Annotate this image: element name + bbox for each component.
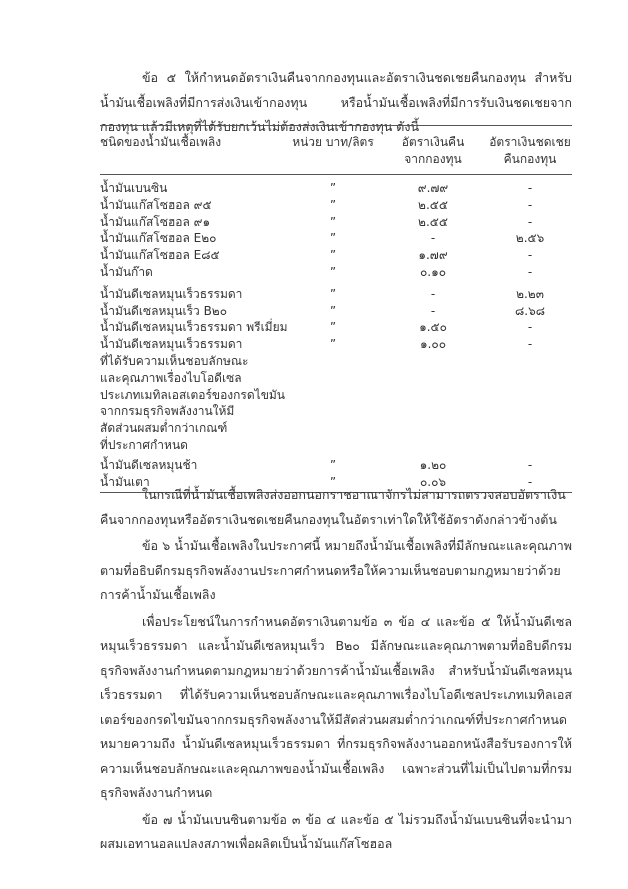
compensation-rate-cell: -: [527, 181, 533, 195]
unit-cell: ”: [329, 181, 337, 195]
export-paragraph: ในกรณีที่น้ำมันเชื้อเพลิงส่งออกนอกราชอาณาจักรไม่สามารถตรวจสอบอัตราเงินคืนจากกองทุนหรืออัตราเงินชดเชยคืนกองทุนในอัตราเท่าใดให้ใช้อัตราดังกล่าวข้างต้น: [100, 487, 566, 527]
refund-rate-cell: ๒.๕๕: [418, 214, 448, 229]
header-compensation-rate: อัตราเงินชดเชย คืนกองทุน: [488, 126, 572, 175]
table-row: [100, 230, 572, 247]
fuel-name: น้ำมันดีเซลหมุนเร็ว B๒๐: [100, 303, 228, 318]
header-refund-rate: อัตราเงินคืน จากกองทุน: [378, 126, 488, 175]
header-unit: หน่วย บาท/ลิตร: [288, 126, 378, 175]
unit-cell: ”: [329, 320, 337, 335]
compensation-rate-cell: -: [527, 197, 533, 212]
clause-5-paragraph: ข้อ ๕ ให้กำหนดอัตราเงินคืนจากกองทุนและอัตราเงินชดเชยคืนกองทุน สำหรับน้ำมันเชื้อเพลิงที่มีการส่งเงินเข้ากองทุน หรือน้ำมันเชื้อเพลิงที่มีการรับเงินชดเชยจากกองทุน แล้วมีเหตุที่ได้รับยกเว้นไม่ต้องส่งเงินเข้ากองทุน ดังนี้: [100, 70, 572, 134]
table-row: [100, 303, 572, 320]
compensation-rate-cell: -: [527, 264, 533, 279]
unit-cell: ”: [329, 303, 337, 318]
refund-rate-cell: ๐.๑๐: [419, 264, 447, 279]
table-row: [100, 319, 572, 336]
table-row: [100, 454, 572, 474]
table-row: [100, 247, 572, 264]
refund-rate-cell: ๙.๗๙: [417, 181, 449, 195]
refund-rate-cell: ๒.๕๕: [418, 197, 448, 212]
fuel-name: น้ำมันแก๊สโซฮอล E๒๐: [100, 231, 217, 246]
refund-rate-cell: ๑.๐๐: [419, 337, 447, 352]
table-row: [100, 175, 572, 197]
compensation-rate-cell: -: [527, 337, 533, 352]
refund-rate-cell: ๑.๗๙: [418, 248, 448, 263]
unit-cell: ”: [288, 474, 378, 493]
compensation-rate-cell: -: [527, 214, 533, 229]
table-header-row: [100, 126, 572, 175]
fuel-name: น้ำมันแก๊สโซฮอล ๙๕: [100, 197, 212, 212]
fuel-name: น้ำมันดีเซลหมุนเร็วธรรมดา พรีเมี่ยม: [100, 320, 288, 335]
header-fuel-type: ชนิดของน้ำมันเชื้อเพลิง: [100, 126, 288, 175]
unit-cell: ”: [329, 264, 337, 279]
refund-rate-cell: ๑.๒๐: [419, 457, 447, 472]
unit-cell: ”: [329, 231, 337, 246]
unit-cell: ”: [329, 286, 337, 301]
fuel-name: น้ำมันแก๊สโซฮอล E๘๕: [100, 248, 220, 263]
fuel-name: น้ำมันก๊าด: [100, 264, 153, 279]
unit-cell: ”: [329, 457, 337, 472]
body-section: [100, 483, 572, 857]
clause-6-paragraph: ข้อ ๖ น้ำมันเชื้อเพลิงในประกาศนี้ หมายถึงน้ำมันเชื้อเพลิงที่มีลักษณะและคุณภาพตามที่อธิบดีกรมธุรกิจพลังงานประกาศกำหนดหรือให้ความเห็นชอบตามกฎหมายว่าด้วยการค้าน้ำมันเชื้อเพลิง: [100, 538, 572, 602]
unit-cell: ”: [329, 214, 337, 229]
fuel-name: น้ำมันแก๊สโซฮอล ๙๑: [100, 214, 211, 229]
table-row: [100, 264, 572, 281]
compensation-rate-cell: ๒.๕๖: [515, 231, 545, 246]
fuel-name: น้ำมันดีเซลหมุนเร็วธรรมดา: [100, 286, 243, 301]
refund-rate-cell: ๑.๕๐: [419, 320, 447, 335]
fuel-name: น้ำมันดีเซลหมุนเร็วธรรมดา ที่ได้รับความเห็นชอบลักษณะ และคุณภาพเรื่องไบโอดีเซล ประเภทเมทิลเอสเตอร์ของกรดไขมัน จากกรมธุรกิจพลังงานให้มี สัดส่วนผสมต่ำกว่าเกณฑ์ ที่ประกาศกำหนด: [100, 337, 286, 452]
unit-cell: ”: [329, 197, 337, 212]
fuel-name: น้ำมันดีเซลหมุนช้า: [100, 457, 198, 472]
refund-rate-cell: -: [430, 286, 436, 301]
fuel-name: น้ำมันเบนซิน: [100, 181, 168, 195]
table-row: [100, 197, 572, 214]
refund-rate-cell: ๐.๐๖: [378, 474, 488, 493]
table-row: [100, 214, 572, 231]
definition-paragraph: เพื่อประโยชน์ในการกำหนดอัตราเงินตามข้อ ๓ ข้อ ๔ และข้อ ๕ ให้น้ำมันดีเซลหมุนเร็วธรรมดา และน้ำมันดีเซลหมุนเร็ว B๒๐ มีลักษณะและคุณภาพตามที่อธิบดีกรมธุรกิจพลังงานกำหนดตามกฎหมายว่าด้วยการค้าน้ำมันเชื้อเพลิง สำหรับน้ำมันดีเซลหมุนเร็วธรรมดา ที่ได้รับความเห็นชอบลักษณะและคุณภาพเรื่องไบโอดีเซลประเภทเมทิลเอสเตอร์ของกรดไขมันจากกรมธุรกิจพลังงานให้มีสัดส่วนผสมต่ำกว่าเกณฑ์ที่ประกาศกำหนด หมายความถึง น้ำมันดีเซลหมุนเร็วธรรมดา ที่กรมธุรกิจพลังงานออกหนังสือรับรองการให้ความเห็นชอบลักษณะและคุณภาพของน้ำมันเชื้อเพลิง เฉพาะส่วนที่ไม่เป็นไปตามที่กรมธุรกิจพลังงานกำหนด: [100, 613, 572, 800]
compensation-rate-cell: -: [527, 457, 533, 472]
compensation-rate-cell: -: [527, 320, 533, 335]
fuel-rate-table: [100, 125, 572, 493]
refund-rate-cell: -: [430, 231, 436, 246]
unit-cell: ”: [329, 248, 337, 263]
compensation-rate-cell: ๘.๖๘: [515, 303, 545, 318]
compensation-rate-cell: -: [527, 248, 533, 263]
fuel-name: น้ำมันเตา: [100, 474, 288, 493]
table-row: [100, 336, 572, 454]
clause-7-paragraph: ข้อ ๗ น้ำมันเบนซินตามข้อ ๓ ข้อ ๔ และข้อ ๕ ไม่รวมถึงน้ำมันเบนซินที่จะนำมาผสมเอทานอลแปลงสภาพเพื่อผลิตเป็นน้ำมันแก๊สโซฮอล: [100, 811, 572, 851]
unit-cell: ”: [329, 337, 337, 352]
refund-rate-cell: -: [430, 303, 436, 318]
table-row: [100, 281, 572, 303]
compensation-rate-cell: -: [488, 474, 572, 493]
compensation-rate-cell: ๒.๒๓: [516, 286, 544, 301]
